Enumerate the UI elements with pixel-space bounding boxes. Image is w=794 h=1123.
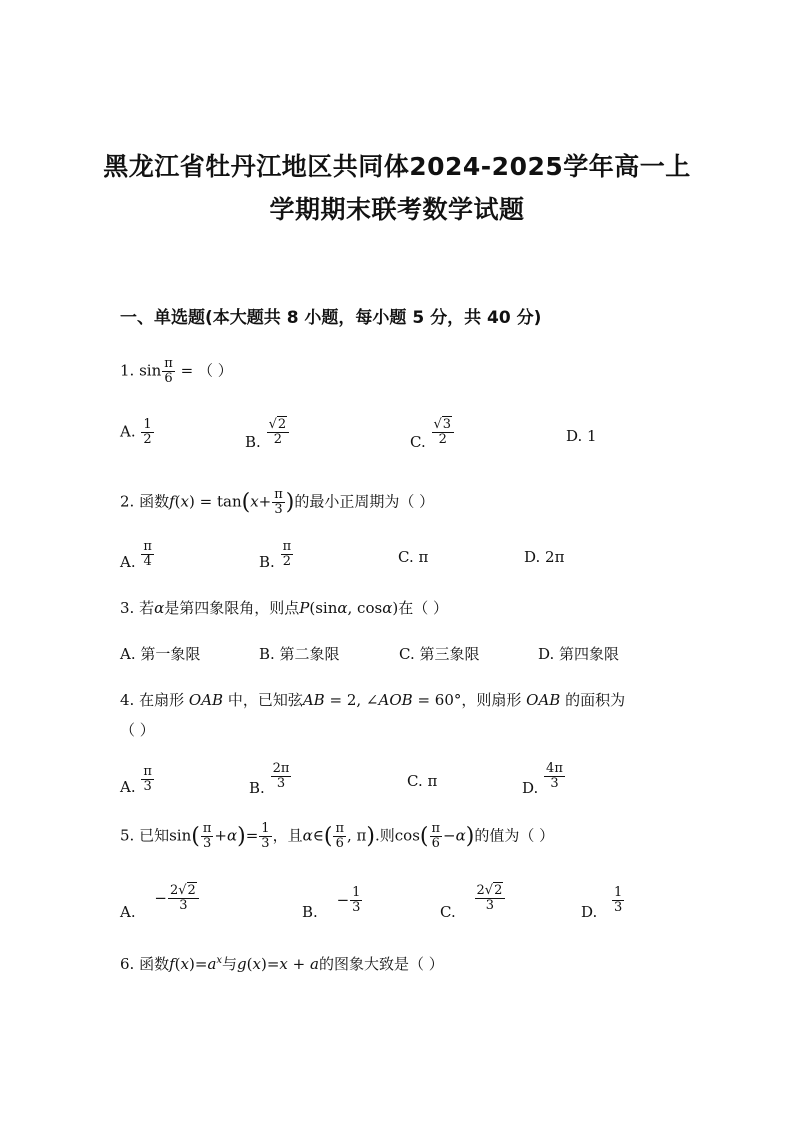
q4-option-b[interactable]: B. $\frac{2\pi}{3}$	[249, 761, 290, 797]
q3-option-c[interactable]: C. 第三象限	[399, 645, 480, 663]
doc-title-line1: 黑龙江省牡丹江地区共同体2024-2025学年高一上	[103, 152, 691, 181]
q1-option-c[interactable]: C. $\frac{√3}{2}$	[410, 418, 455, 447]
q2-option-d[interactable]: D. 2π	[524, 548, 565, 566]
q3-option-b[interactable]: B. 第二象限	[259, 645, 340, 663]
question-4-paren: （ ）	[120, 721, 155, 739]
q1-sin: sin	[139, 361, 162, 380]
q2-option-c[interactable]: C. π	[398, 548, 429, 566]
q2-option-b[interactable]: B. $\frac{\pi}{2}$	[259, 539, 292, 571]
question-2: 2. 函数f(x) = tan(x+ $\frac{\pi}{3}$ )的最小正周期为（ ）	[120, 487, 435, 517]
doc-title-line2: 学期期末联考数学试题	[269, 195, 525, 224]
question-1	[120, 357, 233, 386]
q1-frac: $\frac{\pi}{6}$	[164, 356, 173, 386]
question-5: 5. 已知sin( $\frac{\pi}{3}$ +α)= $\frac{1}{3}$ ，且α∈( $\frac{\pi}{6}$ , π).则cos( $\frac{\pi}{6}$ −α)的值为（ ）	[120, 821, 555, 851]
question-6: 6. 函数$f(x)=a^x$与g(x)=x + a的图象大致是（ ）	[120, 955, 444, 973]
q4-option-d[interactable]: D. $\frac{4\pi}{3}$	[522, 761, 563, 797]
q5-option-d[interactable]: D. $\frac{1}{3}$	[581, 885, 623, 921]
q1-eq: =	[180, 361, 194, 380]
q2-option-a[interactable]: A. $\frac{\pi}{4}$	[120, 539, 152, 571]
question-4: 4. 在扇形 OAB 中，已知弦AB = 2, ∠AOB = 60°，则扇形 OAB 的面积为	[120, 691, 626, 709]
q1-option-d[interactable]: D. 1	[566, 427, 597, 445]
section-heading: 一、单选题(本大题共 8 小题，每小题 5 分，共 40 分)	[120, 308, 542, 328]
q5-option-a[interactable]: A. − $\frac{2√2}{3}$	[120, 884, 200, 913]
question-3: 3. 若α是第四象限角，则点P(sinα, cosα)在（ ）	[120, 599, 448, 617]
q1-option-a[interactable]: A. $\frac{1}{2}$	[120, 417, 152, 447]
q4-option-c[interactable]: C. π	[407, 772, 438, 790]
q5-option-b[interactable]: B. − $\frac{1}{3}$	[302, 885, 361, 921]
q1-paren: （ ）	[197, 361, 233, 380]
q3-option-a[interactable]: A. 第一象限	[120, 645, 201, 663]
q5-option-c[interactable]: C. $\frac{2√2}{3}$	[440, 884, 506, 913]
q1-option-b[interactable]: B. $\frac{√2}{2}$	[245, 418, 290, 447]
q1-number: 1.	[120, 361, 135, 380]
q3-option-d[interactable]: D. 第四象限	[538, 645, 620, 663]
q4-option-a[interactable]: A. $\frac{\pi}{3}$	[120, 764, 152, 796]
